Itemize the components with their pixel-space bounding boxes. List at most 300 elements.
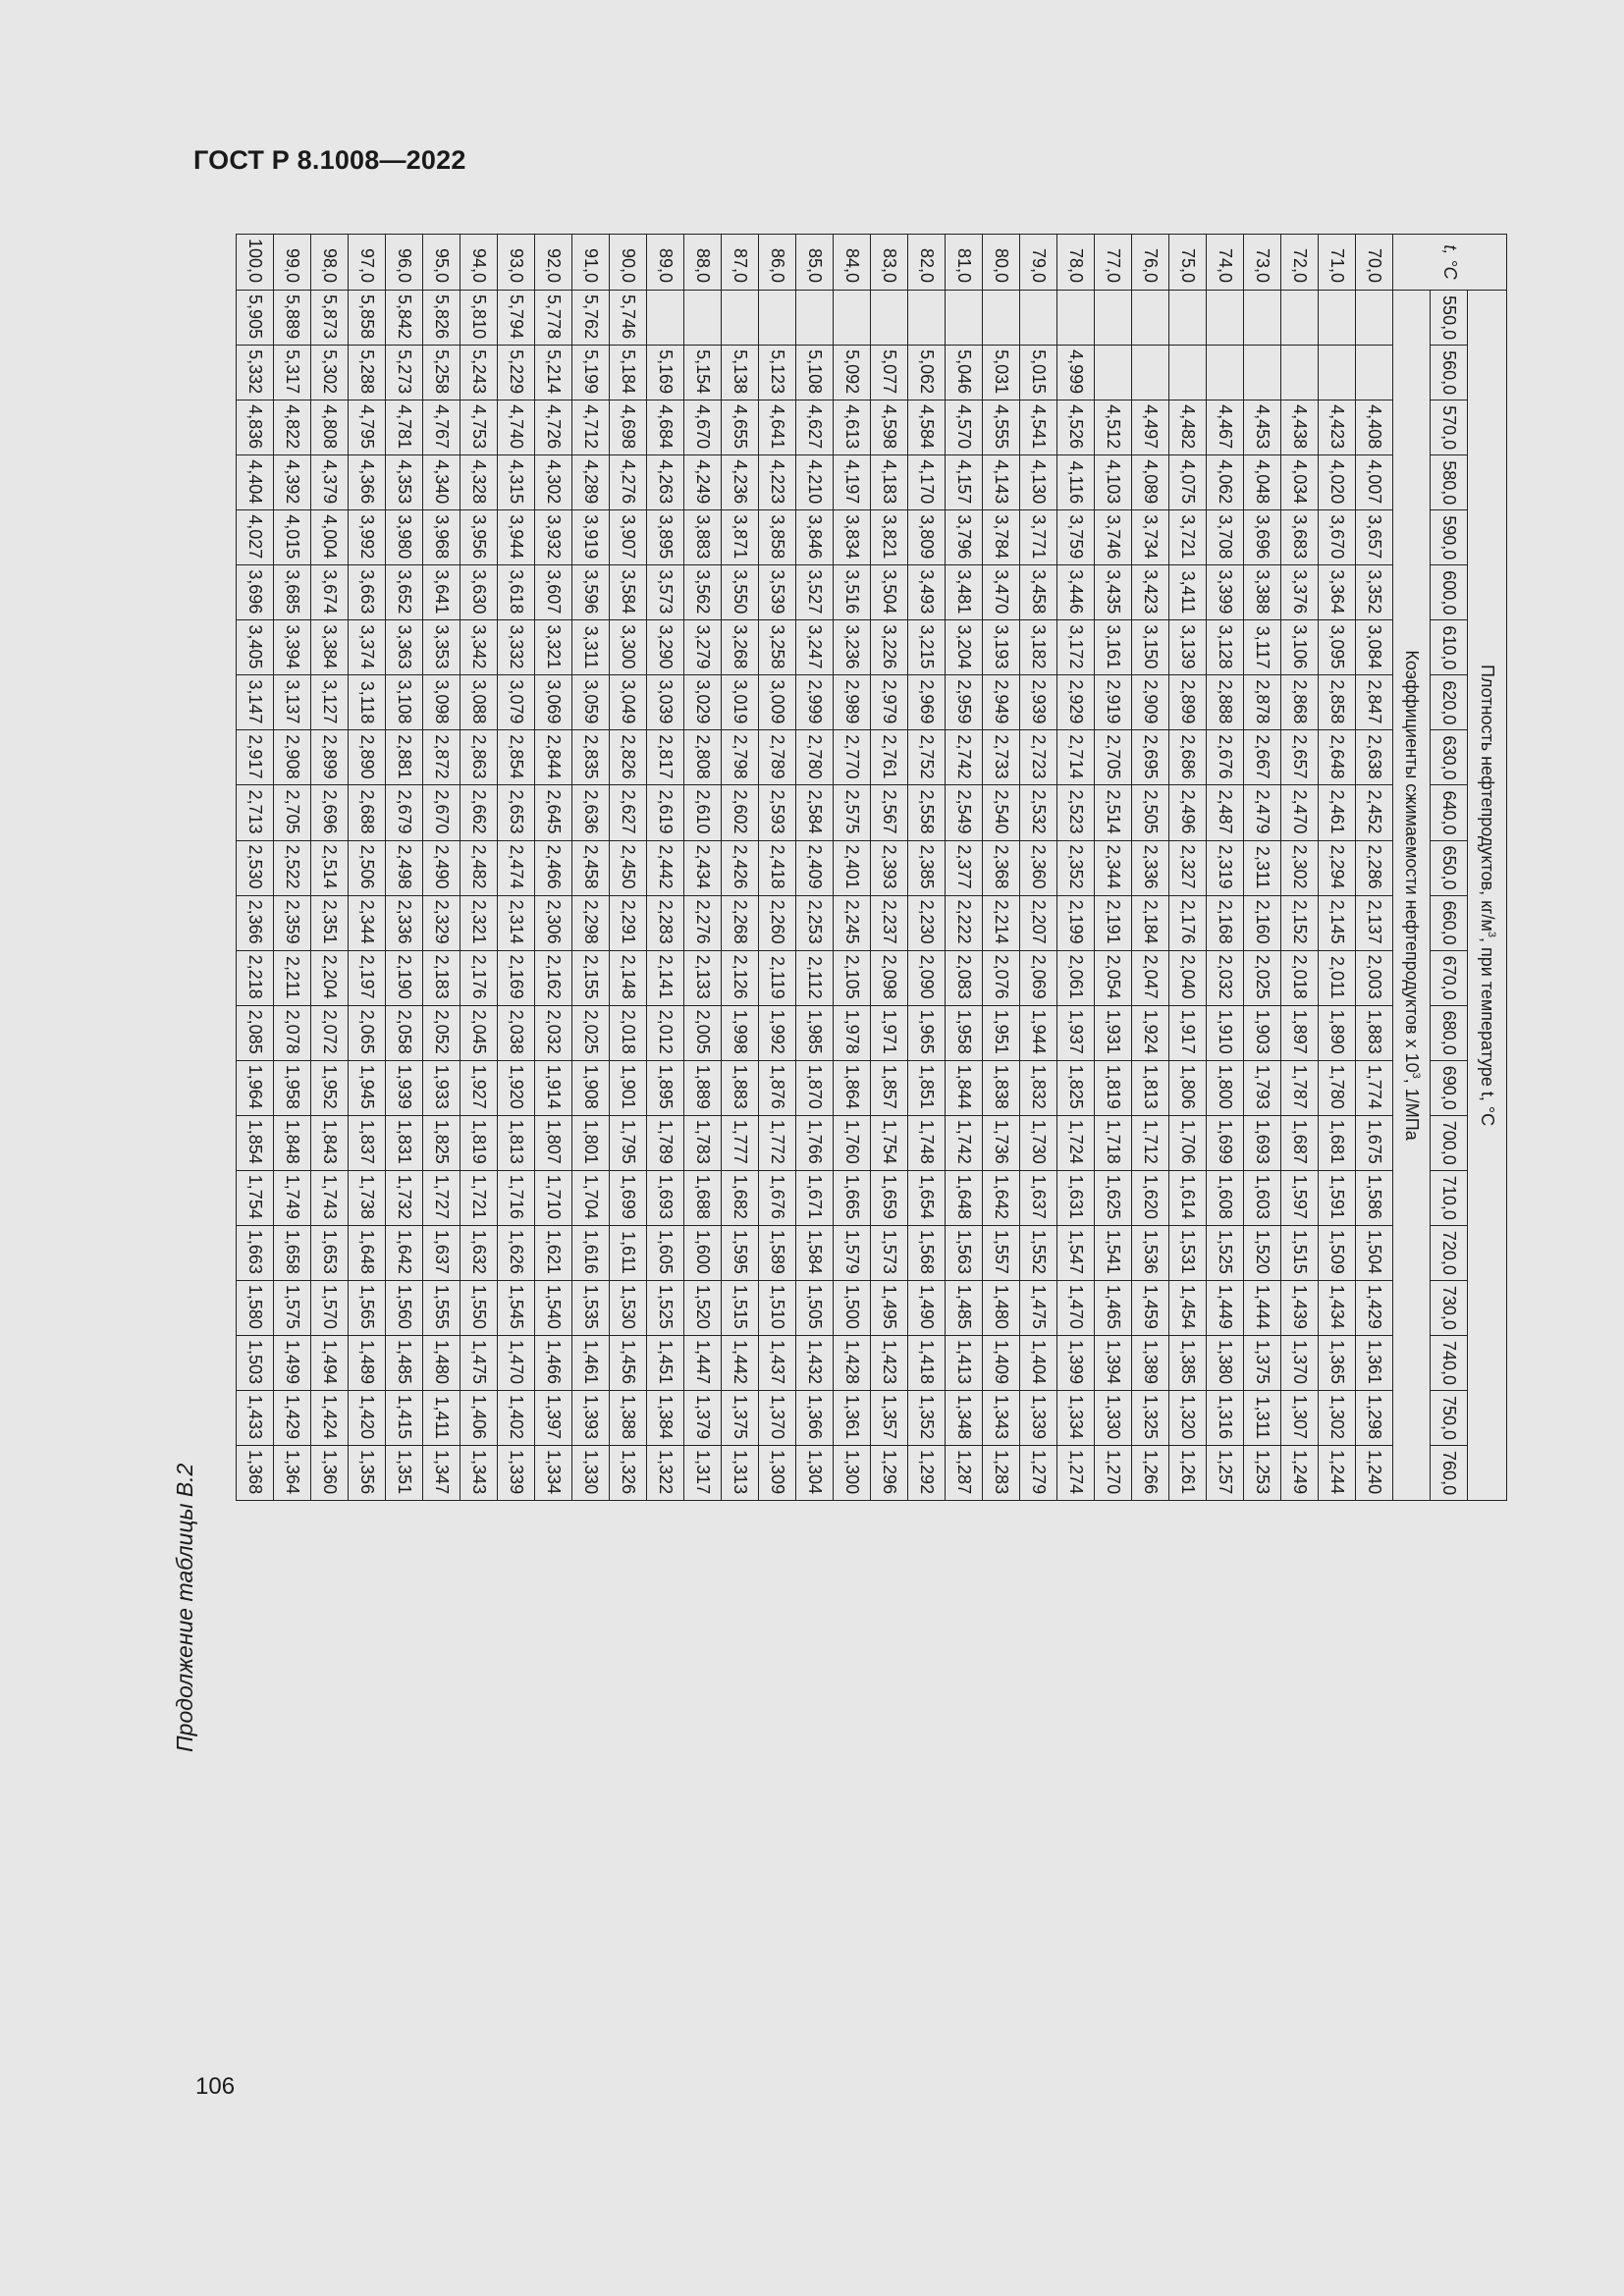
coefficient-cell: 3,641	[423, 565, 460, 620]
density-header-cell: 550,0	[1431, 291, 1468, 346]
table-row	[684, 235, 722, 1501]
coefficient-cell: 2,351	[311, 895, 349, 950]
coefficient-cell: 4,089	[1132, 455, 1169, 510]
coefficient-cell: 1,499	[274, 1335, 311, 1390]
coefficient-cell: 2,593	[759, 785, 796, 840]
coefficient-cell: 3,883	[684, 510, 722, 565]
density-header-cell: 660,0	[1431, 895, 1468, 950]
coefficient-cell: 5,138	[722, 346, 759, 400]
coefficient-cell: 3,236	[834, 620, 871, 675]
coefficient-cell: 1,489	[349, 1335, 386, 1390]
coefficient-cell: 1,475	[460, 1335, 498, 1390]
density-header-cell: 560,0	[1431, 346, 1468, 400]
coefficient-cell: 1,895	[647, 1060, 684, 1115]
coefficient-cell: 1,470	[1057, 1280, 1095, 1335]
coefficient-cell: 2,126	[722, 950, 759, 1005]
coefficient-cell: 4,627	[796, 400, 834, 455]
coefficient-cell: 1,807	[535, 1115, 572, 1170]
coefficient-cell: 2,752	[908, 730, 946, 785]
coefficient-cell: 3,384	[311, 620, 349, 675]
coefficient-cell: 1,550	[460, 1280, 498, 1335]
coefficient-cell: 2,426	[722, 840, 759, 895]
coefficient-cell: 2,523	[1057, 785, 1095, 840]
coefficient-cell: 1,424	[311, 1390, 349, 1445]
coefficient-cell: 3,268	[722, 620, 759, 675]
coefficient-cell: 1,317	[684, 1446, 722, 1501]
table-row	[535, 235, 572, 1501]
coefficient-cell: 4,183	[871, 455, 908, 510]
density-header-cell: 720,0	[1431, 1225, 1468, 1280]
coefficient-cell: 3,895	[647, 510, 684, 565]
coefficient-cell: 5,317	[274, 346, 311, 400]
coefficient-cell: 1,766	[796, 1115, 834, 1170]
coefficient-cell: 1,399	[1057, 1335, 1095, 1390]
coefficient-cell: 3,435	[1095, 565, 1132, 620]
coefficient-cell: 2,176	[1169, 895, 1207, 950]
coefficient-cell: 1,736	[983, 1115, 1020, 1170]
coefficient-cell: 2,025	[1244, 950, 1281, 1005]
table-row	[349, 235, 386, 1501]
coefficient-cell: 2,040	[1169, 950, 1207, 1005]
coefficient-cell: 1,937	[1057, 1005, 1095, 1060]
coefficient-cell: 5,810	[460, 291, 498, 346]
coefficient-cell: 1,819	[460, 1115, 498, 1170]
coefficient-cell: 4,236	[722, 455, 759, 510]
coefficient-cell: 2,496	[1169, 785, 1207, 840]
coefficient-cell: 5,858	[349, 291, 386, 346]
coefficient-cell: 2,176	[460, 950, 498, 1005]
coefficient-cell: 2,155	[572, 950, 610, 1005]
coefficient-cell: 1,545	[498, 1280, 535, 1335]
coefficient-cell: 1,883	[722, 1060, 759, 1115]
temperature-cell: 72,0	[1281, 235, 1319, 291]
coefficient-cell: 2,723	[1020, 730, 1057, 785]
coefficient-cell: 2,627	[610, 785, 647, 840]
coefficient-cell: 1,509	[1319, 1225, 1356, 1280]
coefficient-cell: 2,505	[1132, 785, 1169, 840]
coefficient-cell: 2,152	[1281, 895, 1319, 950]
coefficient-cell: 1,595	[722, 1225, 759, 1280]
coefficient-cell: 1,665	[834, 1170, 871, 1225]
coefficient-cell: 3,290	[647, 620, 684, 675]
coefficient-cell: 2,327	[1169, 840, 1207, 895]
coefficient-cell	[1132, 291, 1169, 346]
coefficient-cell: 2,191	[1095, 895, 1132, 950]
coefficient-cell: 2,909	[1132, 675, 1169, 730]
coefficient-cell: 2,645	[535, 785, 572, 840]
coefficient-cell: 1,642	[983, 1170, 1020, 1225]
coefficient-cell: 3,193	[983, 620, 1020, 675]
coefficient-cell: 4,379	[311, 455, 349, 510]
coefficient-cell: 2,306	[535, 895, 572, 950]
coefficient-cell: 1,864	[834, 1060, 871, 1115]
coefficient-cell	[1319, 291, 1356, 346]
temperature-cell: 89,0	[647, 235, 684, 291]
table-row	[983, 235, 1020, 1501]
table-row	[274, 235, 311, 1501]
coefficient-cell: 1,570	[311, 1280, 349, 1335]
temperature-cell: 76,0	[1132, 235, 1169, 291]
coefficient-cell: 1,429	[274, 1390, 311, 1445]
temperature-cell: 77,0	[1095, 235, 1132, 291]
density-header-cell: 700,0	[1431, 1115, 1468, 1170]
density-header-cell: 760,0	[1431, 1446, 1468, 1501]
coefficient-cell: 3,423	[1132, 565, 1169, 620]
coefficient-cell	[1207, 291, 1244, 346]
coefficient-cell: 3,670	[1319, 510, 1356, 565]
coefficient-cell: 3,029	[684, 675, 722, 730]
coefficient-cell	[1020, 291, 1057, 346]
coefficient-cell: 1,404	[1020, 1335, 1057, 1390]
temperature-cell: 78,0	[1057, 235, 1095, 291]
coefficient-cell: 2,733	[983, 730, 1020, 785]
coefficient-cell: 2,003	[1356, 950, 1393, 1005]
coefficient-cell: 1,366	[796, 1390, 834, 1445]
coefficient-cell: 3,258	[759, 620, 796, 675]
coefficient-cell: 5,905	[237, 291, 274, 346]
coefficient-cell: 1,380	[1207, 1335, 1244, 1390]
coefficient-cell	[1244, 346, 1281, 400]
density-header-cell: 670,0	[1431, 950, 1468, 1005]
coefficient-cell: 2,458	[572, 840, 610, 895]
coefficient-cell: 1,313	[722, 1446, 759, 1501]
coefficient-cell: 1,854	[237, 1115, 274, 1170]
coefficient-cell: 1,724	[1057, 1115, 1095, 1170]
coefficient-cell: 2,038	[498, 1005, 535, 1060]
coefficient-cell: 1,347	[423, 1446, 460, 1501]
coefficient-cell: 3,311	[572, 620, 610, 675]
coefficient-cell: 1,302	[1319, 1390, 1356, 1445]
coefficient-cell: 5,332	[237, 346, 274, 400]
coefficient-cell: 2,253	[796, 895, 834, 950]
density-header-cell: 750,0	[1431, 1390, 1468, 1445]
coefficient-cell: 5,778	[535, 291, 572, 346]
coefficient-cell: 2,336	[1132, 840, 1169, 895]
coefficient-cell: 1,520	[684, 1280, 722, 1335]
coefficient-cell: 2,336	[386, 895, 423, 950]
coefficient-cell	[796, 291, 834, 346]
coefficient-cell: 1,368	[237, 1446, 274, 1501]
coefficient-cell: 2,366	[237, 895, 274, 950]
coefficient-cell: 1,503	[237, 1335, 274, 1390]
coefficient-cell	[1057, 291, 1095, 346]
coefficient-cell: 1,339	[498, 1446, 535, 1501]
coefficient-cell: 1,525	[647, 1280, 684, 1335]
coefficient-cell: 2,072	[311, 1005, 349, 1060]
coefficient-cell: 3,685	[274, 565, 311, 620]
coefficient-cell: 1,951	[983, 1005, 1020, 1060]
coefficient-cell: 1,418	[908, 1335, 946, 1390]
coefficient-cell: 3,539	[759, 565, 796, 620]
coefficient-cell: 1,397	[535, 1390, 572, 1445]
coefficient-cell: 2,798	[722, 730, 759, 785]
table-row	[1169, 235, 1207, 1501]
coefficient-cell: 2,052	[423, 1005, 460, 1060]
coefficient-cell: 4,526	[1057, 400, 1095, 455]
coefficient-cell: 3,127	[311, 675, 349, 730]
coefficient-cell: 2,207	[1020, 895, 1057, 950]
coefficient-cell: 3,247	[796, 620, 834, 675]
coefficient-cell: 2,069	[1020, 950, 1057, 1005]
coefficient-cell: 3,493	[908, 565, 946, 620]
coefficient-cell: 1,616	[572, 1225, 610, 1280]
coefficient-cell: 1,945	[349, 1060, 386, 1115]
coefficient-cell: 4,315	[498, 455, 535, 510]
coefficient-cell: 4,999	[1057, 346, 1095, 400]
coefficient-cell: 2,218	[237, 950, 274, 1005]
coefficient-cell: 5,031	[983, 346, 1020, 400]
coefficient-cell: 2,083	[946, 950, 983, 1005]
coefficient-cell: 2,452	[1356, 785, 1393, 840]
coefficient-cell: 3,771	[1020, 510, 1057, 565]
coefficient-cell: 3,674	[311, 565, 349, 620]
coefficient-cell: 3,106	[1281, 620, 1319, 675]
coefficient-cell: 3,161	[1095, 620, 1132, 675]
table-row	[796, 235, 834, 1501]
coefficient-cell: 1,654	[908, 1170, 946, 1225]
coefficient-cell: 1,681	[1319, 1115, 1356, 1170]
coefficient-cell: 3,663	[349, 565, 386, 620]
coefficient-cell: 3,215	[908, 620, 946, 675]
coefficient-cell: 4,712	[572, 400, 610, 455]
coefficient-cell: 4,438	[1281, 400, 1319, 455]
coefficient-cell: 1,292	[908, 1446, 946, 1501]
coefficient-cell: 5,842	[386, 291, 423, 346]
temperature-cell: 85,0	[796, 235, 834, 291]
coefficient-cell: 2,695	[1132, 730, 1169, 785]
coefficient-cell: 1,575	[274, 1280, 311, 1335]
coefficient-cell: 1,515	[1281, 1225, 1319, 1280]
coefficient-cell: 2,619	[647, 785, 684, 840]
coefficient-cell: 4,034	[1281, 455, 1319, 510]
coefficient-cell: 2,393	[871, 840, 908, 895]
coefficient-cell: 3,088	[460, 675, 498, 730]
density-header-cell: 740,0	[1431, 1335, 1468, 1390]
table-row	[1207, 235, 1244, 1501]
coefficient-cell: 4,753	[460, 400, 498, 455]
coefficient-cell	[684, 291, 722, 346]
coefficient-cell: 4,767	[423, 400, 460, 455]
coefficient-cell: 1,334	[1057, 1390, 1095, 1445]
coefficient-cell: 2,291	[610, 895, 647, 950]
coefficient-cell: 2,844	[535, 730, 572, 785]
coefficient-cell: 3,481	[946, 565, 983, 620]
coefficient-cell: 4,740	[498, 400, 535, 455]
coefficient-cell: 1,625	[1095, 1170, 1132, 1225]
coefficient-cell: 2,890	[349, 730, 386, 785]
coefficient-cell: 1,933	[423, 1060, 460, 1115]
coefficient-cell: 2,959	[946, 675, 983, 730]
density-header-cell: 600,0	[1431, 565, 1468, 620]
coefficient-cell: 1,406	[460, 1390, 498, 1445]
coefficient-cell: 1,560	[386, 1280, 423, 1335]
coefficient-cell: 2,183	[423, 950, 460, 1005]
coefficient-cell: 3,405	[237, 620, 274, 675]
coefficient-cell: 5,873	[311, 291, 349, 346]
coefficient-cell: 3,118	[349, 675, 386, 730]
coefficient-cell: 5,746	[610, 291, 647, 346]
coefficient-cell: 4,075	[1169, 455, 1207, 510]
coefficient-cell: 5,108	[796, 346, 834, 400]
coefficient-cell: 1,605	[647, 1225, 684, 1280]
coefficient-cell: 3,108	[386, 675, 423, 730]
coefficient-cell: 1,699	[1207, 1115, 1244, 1170]
coefficient-cell: 1,433	[237, 1390, 274, 1445]
coefficient-cell: 1,819	[1095, 1060, 1132, 1115]
coefficient-cell: 1,307	[1281, 1390, 1319, 1445]
coefficient-cell: 2,487	[1207, 785, 1244, 840]
coefficient-cell: 4,027	[237, 510, 274, 565]
coefficient-cell: 2,679	[386, 785, 423, 840]
density-header-cell: 710,0	[1431, 1170, 1468, 1225]
coefficient-cell: 3,079	[498, 675, 535, 730]
coefficient-cell: 1,304	[796, 1446, 834, 1501]
coefficient-cell: 1,920	[498, 1060, 535, 1115]
coefficient-cell: 1,632	[460, 1225, 498, 1280]
coefficient-cell: 3,226	[871, 620, 908, 675]
coefficient-cell: 1,965	[908, 1005, 946, 1060]
coefficient-cell: 1,261	[1169, 1446, 1207, 1501]
coefficient-cell: 2,979	[871, 675, 908, 730]
coefficient-cell: 1,721	[460, 1170, 498, 1225]
coefficient-cell: 3,708	[1207, 510, 1244, 565]
temperature-cell: 93,0	[498, 235, 535, 291]
coefficient-cell: 1,676	[759, 1170, 796, 1225]
coefficient-cell: 1,730	[1020, 1115, 1057, 1170]
coefficient-cell: 1,461	[572, 1335, 610, 1390]
coefficient-cell: 1,357	[871, 1390, 908, 1445]
coefficient-cell: 1,760	[834, 1115, 871, 1170]
coefficient-cell: 2,858	[1319, 675, 1356, 730]
coefficient-cell: 4,020	[1319, 455, 1356, 510]
coefficient-cell: 1,939	[386, 1060, 423, 1115]
coefficient-cell: 1,825	[423, 1115, 460, 1170]
coefficient-cell: 3,596	[572, 565, 610, 620]
table-row	[759, 235, 796, 1501]
coefficient-cell: 4,116	[1057, 455, 1095, 510]
coefficient-cell: 1,525	[1207, 1225, 1244, 1280]
coefficient-cell: 1,611	[610, 1225, 647, 1280]
coefficient-cell: 3,279	[684, 620, 722, 675]
coefficient-cell: 1,504	[1356, 1225, 1393, 1280]
coefficient-cell	[1169, 346, 1207, 400]
coefficient-cell: 1,716	[498, 1170, 535, 1225]
coefficient-cell: 1,515	[722, 1280, 759, 1335]
coefficient-cell: 1,547	[1057, 1225, 1095, 1280]
coefficient-cell: 2,653	[498, 785, 535, 840]
coefficient-cell: 1,296	[871, 1446, 908, 1501]
coefficient-cell: 1,343	[983, 1390, 1020, 1445]
coefficient-cell: 2,888	[1207, 675, 1244, 730]
coefficient-cell: 1,978	[834, 1005, 871, 1060]
coefficient-cell: 1,283	[983, 1446, 1020, 1501]
coefficient-cell: 1,706	[1169, 1115, 1207, 1170]
coefficient-cell: 3,363	[386, 620, 423, 675]
coefficient-cell: 2,714	[1057, 730, 1095, 785]
coefficient-cell: 3,944	[498, 510, 535, 565]
coefficient-cell: 2,368	[983, 840, 1020, 895]
coefficient-cell: 2,482	[460, 840, 498, 895]
temperature-cell: 82,0	[908, 235, 946, 291]
coefficient-cell: 2,881	[386, 730, 423, 785]
coefficient-cell: 1,648	[946, 1170, 983, 1225]
coefficient-cell: 3,342	[460, 620, 498, 675]
coefficient-cell: 2,479	[1244, 785, 1281, 840]
temperature-cell: 79,0	[1020, 235, 1057, 291]
coefficient-cell: 3,562	[684, 565, 722, 620]
coefficient-cell: 2,705	[274, 785, 311, 840]
coefficient-cell	[908, 291, 946, 346]
table-body	[237, 235, 1393, 1501]
coefficient-cell: 1,420	[349, 1390, 386, 1445]
coefficient-cell: 3,784	[983, 510, 1020, 565]
coefficient-cell: 1,540	[535, 1280, 572, 1335]
coefficient-cell: 1,348	[946, 1390, 983, 1445]
coefficient-cell: 3,759	[1057, 510, 1095, 565]
coefficient-cell: 2,662	[460, 785, 498, 840]
coefficient-cell: 4,408	[1356, 400, 1393, 455]
table-row	[1020, 235, 1057, 1501]
coefficient-cell: 2,137	[1356, 895, 1393, 950]
coefficient-cell: 2,025	[572, 1005, 610, 1060]
coefficient-cell: 2,409	[796, 840, 834, 895]
coefficient-cell	[1207, 346, 1244, 400]
coefficient-cell: 1,490	[908, 1280, 946, 1335]
coefficient-cell: 4,670	[684, 400, 722, 455]
coefficient-cell: 4,170	[908, 455, 946, 510]
coefficient-cell: 4,555	[983, 400, 1020, 455]
coefficient-cell: 2,385	[908, 840, 946, 895]
units-header: Коэффициенты сжимаемости нефтепродуктов x $10^3$, 1/МПа	[1393, 291, 1431, 1501]
coefficient-cell: 2,133	[684, 950, 722, 1005]
coefficient-cell: 1,279	[1020, 1446, 1057, 1501]
coefficient-cell: 1,699	[610, 1170, 647, 1225]
coefficient-cell: 1,510	[759, 1280, 796, 1335]
coefficient-cell: 3,376	[1281, 565, 1319, 620]
coefficient-cell: 1,339	[1020, 1390, 1057, 1445]
coefficient-cell: 1,789	[647, 1115, 684, 1170]
coefficient-cell: 1,663	[237, 1225, 274, 1280]
coefficient-cell: 5,184	[610, 346, 647, 400]
coefficient-cell: 1,320	[1169, 1390, 1207, 1445]
coefficient-cell: 1,591	[1319, 1170, 1356, 1225]
coefficient-cell: 4,130	[1020, 455, 1057, 510]
coefficient-cell: 2,575	[834, 785, 871, 840]
coefficient-cell: 1,531	[1169, 1225, 1207, 1280]
coefficient-cell: 1,447	[684, 1335, 722, 1390]
coefficient-cell: 1,325	[1132, 1390, 1169, 1445]
coefficient-cell: 1,375	[722, 1390, 759, 1445]
coefficient-cell: 2,522	[274, 840, 311, 895]
coefficient-cell: 4,423	[1319, 400, 1356, 455]
coefficient-cell: 2,602	[722, 785, 759, 840]
coefficient-cell: 5,229	[498, 346, 535, 400]
coefficient-cell: 2,549	[946, 785, 983, 840]
coefficient-cell: 1,658	[274, 1225, 311, 1280]
coefficient-cell: 2,184	[1132, 895, 1169, 950]
coefficient-cell: 2,770	[834, 730, 871, 785]
coefficient-cell: 4,570	[946, 400, 983, 455]
coefficient-cell: 3,374	[349, 620, 386, 675]
coefficient-cell: 1,393	[572, 1390, 610, 1445]
coefficient-cell: 3,992	[349, 510, 386, 565]
coefficient-cell: 1,442	[722, 1335, 759, 1390]
coefficient-cell: 2,514	[311, 840, 349, 895]
coefficient-cell: 2,145	[1319, 895, 1356, 950]
coefficient-cell: 1,910	[1207, 1005, 1244, 1060]
coefficient-cell	[1356, 346, 1393, 400]
coefficient-cell: 2,418	[759, 840, 796, 895]
